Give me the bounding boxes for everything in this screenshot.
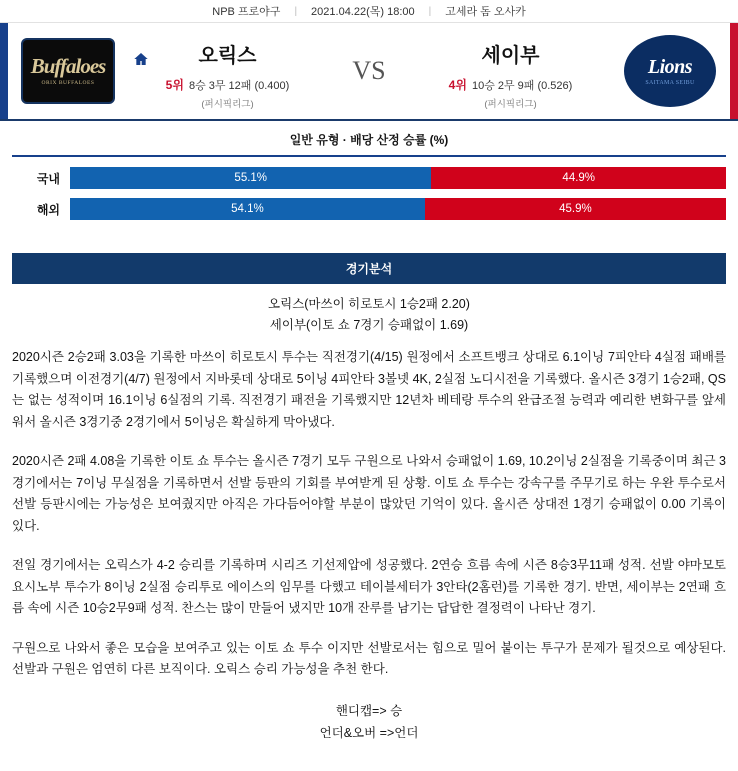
under-over-pick: 언더&오버 =>언더 [319,725,419,740]
away-team-record: 10승 2무 9패 (0.526) [471,79,573,92]
home-logo-subtext: ORIX BUFFALOES [41,80,95,86]
topbar-league: NPB 프로야구 [212,6,281,18]
home-team-rank: 5위 [165,77,184,92]
odds-row-overseas [12,198,726,220]
analysis-paragraphs [0,341,738,681]
odds-bar-overseas-right: 45.9% [425,198,726,220]
topbar-divider-2: | [428,5,432,17]
odds-bar-overseas [70,198,726,220]
odds-section-title: 일반 유형 · 배당 산정 승률 (%) [12,121,726,157]
away-logo-subtext: SAITAMA SEIBU [645,79,695,86]
odds-rows [0,157,738,243]
away-team-league: (퍼시픽리그) [484,98,537,110]
vs-label: VS [352,56,386,85]
match-header [0,23,738,121]
away-team-logo [610,23,730,119]
home-team-record: 8승 3무 12패 (0.400) [188,79,290,92]
odds-bar-domestic [70,167,726,189]
away-logo-text: Lions [647,55,693,78]
home-icon [133,51,149,67]
away-accent-bar [730,23,738,119]
analysis-banner: 경기분석 [12,253,726,284]
home-team-record-line [166,76,290,93]
away-team-record-line [449,76,573,93]
away-team-rank: 4위 [448,77,467,92]
away-team-name: 세이부 [481,44,540,67]
analysis-paragraph: 2020시즌 2패 4.08을 기록한 이토 쇼 투수는 올시즌 7경기 모두 구원으로 나와서 승패없이 1.69, 10.2이닝 2실점을 기록중이며 최근 3경기에서는 7이닝 무실점을 기록하면서 선발 등판의 기회를 부여받게 된 상황. 이토 쇼 투수는 강속구를 주무기로 하는 우완 투수로서 선발 등판시에는 가능성은 보여줬지만 아직은 가다듬어야할 부분이 많았던 기억이 있다. 올시즌 상대전 1경기 승패없이 0.00 기록이 있다. [12,454,726,533]
topbar-datetime: 2021.04.22(목) 18:00 [311,6,415,18]
odds-bar-domestic-right: 44.9% [431,167,726,189]
analysis-paragraph: 구원으로 나와서 좋은 모습을 보여주고 있는 이토 쇼 투수 이지만 선발로서는 힘으로 밀어 붙이는 투구가 문제가 될것으로 예상된다. 선발과 구원은 엄연히 다른 보직이다. 오릭스 승리 가능성을 추천 한다. [12,640,726,677]
away-pitcher-line: 세이부(이토 쇼 7경기 승패없이 1.69) [269,317,469,332]
analysis-paragraph: 2020시즌 2승2패 3.03을 기록한 마쓰이 히로토시 투수는 직전경기(4/15) 원정에서 소프트뱅크 상대로 6.1이닝 7피안타 4실점 패배를 기록했으며 이전경기(4/7) 원정에서 지바롯데 상대로 5이닝 4피안타 3볼넷 4K, 2실점 노디시전을 기록했다. 올시즌 3경기 1승2패, QS는 없는 성적이며 16.1이닝 6실점의 기록. 직전경기 패전을 기록했지만 12년차 베테랑 투수의 완급조절 능력과 예리한 변화구를 앞세워서 올시즌 3경기중 2경기에서 5이닝은 확실하게 막아냈다. [12,350,726,429]
handicap-pick: 핸디캡=> 승 [335,703,403,718]
home-team-league: (퍼시픽리그) [201,98,254,110]
topbar [0,0,738,23]
odds-bar-overseas-left: 54.1% [70,198,425,220]
odds-bar-domestic-left: 55.1% [70,167,431,189]
home-team-info [128,23,327,119]
topbar-venue: 고세라 돔 오사카 [445,6,526,18]
analysis-paragraph: 전일 경기에서는 오릭스가 4-2 승리를 기록하며 시리즈 기선제압에 성공했다. 2연승 흐름 속에 시즌 8승3무11패 성적. 선발 야마모토 요시노부 투수가 8이닝 2실점 승리투로 에이스의 임무를 다했고 테이블세터가 3안타(2홈런)를 기록한 경기. 반면, 세이부는 2연패 흐름 속에 시즌 10승2무9패 성적. 찬스는 많이 만들어 냈지만 10개 잔루를 남기는 답답한 결정력이 나타난 경기. [12,558,726,616]
home-accent-bar [0,23,8,119]
buffaloes-logo-icon [21,38,115,104]
away-team-info [411,23,610,119]
topbar-divider-1: | [294,5,298,17]
pitcher-matchup [0,284,738,341]
home-team-logo [8,23,128,119]
odds-label-overseas: 해외 [36,202,60,217]
odds-row-domestic [12,167,726,189]
home-team-name: 오릭스 [198,44,257,67]
pick-summary [0,699,738,757]
home-pitcher-line: 오릭스(마쓰이 히로토시 1승2패 2.20) [268,297,470,311]
lions-logo-icon [624,35,716,107]
odds-label-domestic: 국내 [36,171,60,186]
home-logo-text: Buffaloes [30,54,106,78]
